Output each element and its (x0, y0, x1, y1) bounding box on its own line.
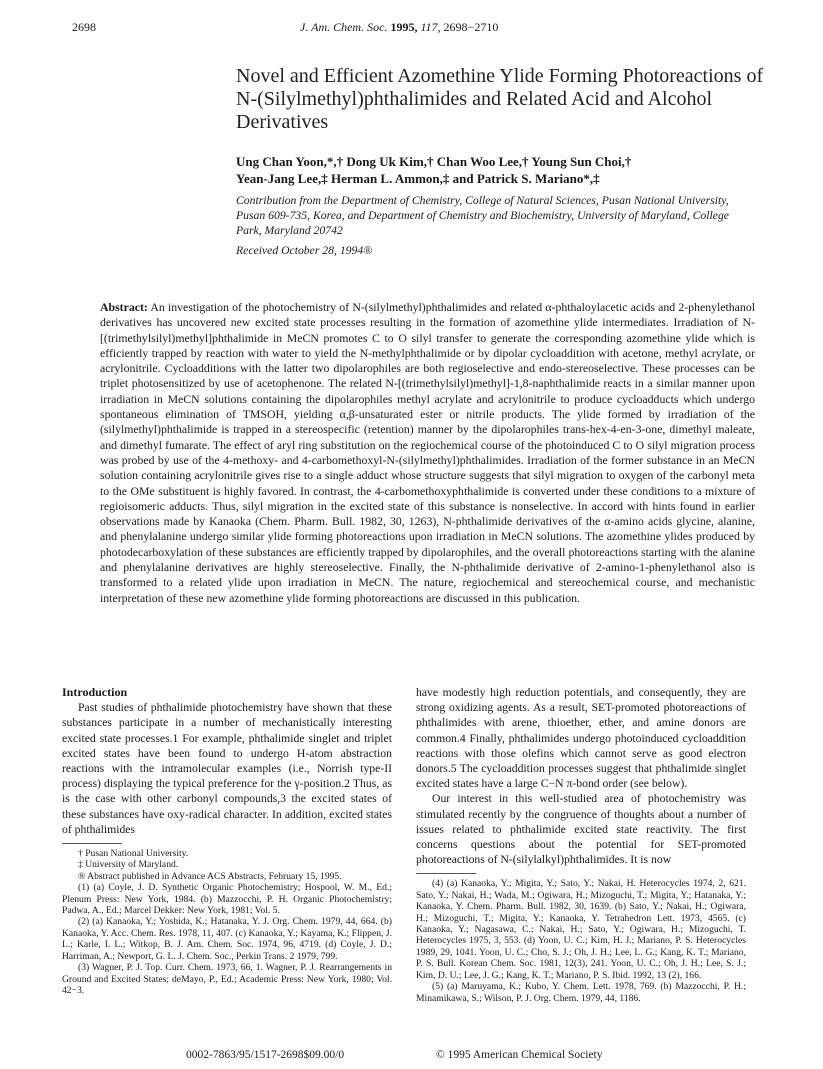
footnote: (2) (a) Kanaoka, Y.; Yoshida, K.; Hatanaka, Y. J. Org. Chem. 1979, 44, 664. (b) Kanaoka, Y. Acc. Chem. Res. 1978, 11, 407. (c) Kanaoka, Y.; Kayama, K.; Flippen, J. L.; Karle, I. L.; Witkop, B. J. Am. Chem. Soc. 1974, 96, 4719. (d) Coyle, J. D.; Harriman, A.; Newport, G. L. J. Chem. Soc., Perkin Trans. 2 1979, 799. (62, 916, 392, 962)
author-list (236, 153, 756, 187)
right-paragraph-2: Our interest in this well-studied area of photochemistry was stimulated recently by the congruence of thoughts about a number of issues related to phthalimide excited state reactivity. The first concerns questions about the potential for SET-promoted photoreactions of N-(silylalkyl)phthalimides. It is now (416, 792, 746, 867)
author-line-2: Yean-Jang Lee,‡ Herman L. Ammon,‡ and Patrick S. Mariano*,‡ (236, 171, 600, 186)
section-heading-introduction: Introduction (62, 685, 128, 699)
footnotes-right (416, 878, 746, 1003)
footnote: (1) (a) Coyle, J. D. Synthetic Organic Photochemistry; Hospool, W. M., Ed.; Plenum Press: New York, 1984. (b) Mazzocchi, P. H. Organic Photochemistry; Padwa, A., Ed.; Marcel Dekker: New York, 1981; Vol. 5. (62, 882, 392, 917)
received-date: Received October 28, 1994® (236, 244, 373, 257)
abstract (100, 300, 755, 606)
journal-year: 1995, (390, 20, 418, 34)
page-number: 2698 (72, 20, 96, 34)
right-paragraph-1: have modestly high reduction potentials, and consequently, they are strong oxidizing agents. As a result, SET-promoted photoreactions of phthalimides with arene, thioether, ether, and amine donors are common.4 Finally, phthalimides undergo photoinduced cycloaddition reactions with those olefins which cannot serve as good electron donors.5 The cycloaddition processes suggest that phthalimide singlet excited states have a large C−N π-bond order (see below). (416, 686, 746, 791)
issn-code: 0002-7863/95/1517-2698$09.00/0 (186, 1049, 345, 1061)
footnote: (4) (a) Kanaoka, Y.; Migita, Y.; Sato, Y.; Nakai, H. Heterocycles 1974, 2, 621. Sato, Y.; Nakai, H.; Wada, M.; Ogiwara, H.; Mizoguchi, T.; Migita, Y.; Hatanaka, Y.; Kanaoka, Y. Chem. Pharm. Bull. 1982, 30, 1639. (b) Sato, Y.; Nakai, H.; Ogiwara, H.; Mizoguchi, T.; Migita, Y.; Kanaoka, Y. Tetrahedron Lett. 1973, 4565. (c) Kanaoka, Y.; Nagasawa, C.; Nakai, H.; Sato, Y.; Ogiwara, H.; Mizoguchi, T. Heterocycles 1975, 3, 553. (d) Yoon, U. C.; Kim, H. J.; Mariano, P. S. Heterocycles 1989, 29, 1041. Yoon, U. C.; Cho, S. J.; Oh, J. H.; Lee, L. G.; Kang, K. T.; Mariano, P. S. Bull. Korean Chem. Soc. 1981, 12(3), 241. Yoon, U. C.; Oh, J. H.; Lee, S. J.; Kim, D. U.; Lee, J. G.; Kang, K. T.; Mariano, P. S. Ibid. 1992, 13 (2), 166. (416, 878, 746, 981)
footnotes-left (62, 848, 392, 996)
footnote: (3) Wagner, P. J. Top. Curr. Chem. 1973, 66, 1. Wagner, P. J. Rearrangements in Ground and Excited States; deMayo, P., Ed.; Academic Press: New York, 1980; Vol. 42−3. (62, 962, 392, 996)
footnote: ® Abstract published in Advance ACS Abstracts, February 15, 1995. (78, 870, 342, 882)
footnote-divider (62, 843, 122, 844)
journal-volume: 117, (420, 20, 441, 34)
left-column (62, 685, 392, 996)
journal-name: J. Am. Chem. Soc. (300, 20, 388, 34)
right-column (416, 685, 746, 1004)
intro-paragraph-1: Past studies of phthalimide photochemistry have shown that these substances participate in a number of mechanistically interesting excited state processes.1 For example, phthalimide singlet and triplet excited states have been found to undergo H-atom abstraction reactions with the intramolecular examples (i.e., Norrish type-II process) displaying the typical preference for the γ-position.2 Thus, as is the case with other carbonyl compounds,3 the excited states of these substances have oxy-radical character. In addition, excited states of phthalimides (62, 701, 392, 836)
abstract-label: Abstract: (100, 300, 148, 314)
copyright-notice: © 1995 American Chemical Society (436, 1049, 603, 1061)
footnote-divider (416, 873, 476, 874)
journal-pages: 2698−2710 (443, 20, 499, 34)
abstract-text: An investigation of the photochemistry of N-(silylmethyl)phthalimides and related α-phthaloylacetic acids and 2-phenylethanol derivatives has uncovered new excited state processes resulting in the formation of azomethine ylide intermediates. Irradiation of N-[(trimethylsilyl)methyl]phthalimide in MeCN promotes C to O silyl transfer to generate the corresponding azomethine ylide which is efficiently trapped by reaction with water to yield the N-methylphthalimide or by dipolar cycloaddition with acetone, methyl acrylate, or acrylonitrile. Cycloadditions with the latter two dipolarophiles are both regioselective and endo-stereoselective. These processes can be triplet photosensitized by use of acetophenone. The related N-[(trimethylsilyl)methyl]-1,8-naphthalimide reacts in a similar manner upon irradiation in MeCN solutions containing the dipolarophiles methyl acrylate and acrylonitrile to produce cycloadducts which undergo spontaneous elimination of TMSOH, yielding α,β-unsaturated ester or nitrile products. The ylide formed by irradiation of the (silylmethyl)phthalimide is trapped in a stereospecific (retention) manner by the dipolarophiles trans-hex-4-en-3-one, dimethyl maleate, and dimethyl fumarate. The effect of aryl ring substitution on the regiochemical course of the photoinduced C to O silyl migration process was probed by use of the 4-methoxy- and 4-carbomethoxyl-N-(silylmethyl)phthalimides. Irradiation of the former substance in an MeCN solution containing acrylonitrile gives rise to a single adduct whose structure suggests that silyl migration to oxygen of the carbonyl meta to the OMe substituent is highly favored. In contrast, the 4-carbomethoxyphthalimide is converted under these conditions to a mixture of regioisomeric adducts. Thus, silyl migration in the excited state of this substance is nonselective. In accord with hints found in earlier observations made by Kanaoka (Chem. Pharm. Bull. 1982, 30, 1263), N-phthalimide derivatives of the α-amino acids glycine, alanine, and phenylalanine undergo similar ylide forming photoreactions upon irradiation in MeCN solutions. The azomethine ylides produced by photodecarboxylation of these substances are efficiently trapped by dipolarophiles, and the overall photoreactions starting with the alanine and phenylalanine derivatives are highly stereoselective. Finally, the N-phthalimide derivative of 2-amino-1-phenylethanol also is transformed to a related ylide upon irradiation in MeCN. The nature, regiochemical and stereochemical course, and mechanistic interpretation of these new azomethine ylide forming photoreactions are discussed in this publication. (100, 300, 755, 605)
affiliation: Contribution from the Department of Chemistry, College of Natural Sciences, Pusan National University, Pusan 609-735, Korea, and Department of Chemistry and Biochemistry, University of Maryland, College Park, Maryland 20742 (236, 194, 729, 237)
journal-citation (300, 20, 498, 35)
footnote: ‡ University of Maryland. (78, 859, 179, 871)
author-line-1: Ung Chan Yoon,*,† Dong Uk Kim,† Chan Woo Lee,† Young Sun Choi,† (236, 154, 632, 169)
footnote: (5) (a) Maruyama, K.; Kubo, Y. Chem. Lett. 1978, 769. (b) Mazzocchi, P. H.; Minamikawa, S.; Wilson, P. J. Org. Chem. 1979, 44, 1186. (416, 981, 746, 1004)
footnote: † Pusan National University. (78, 848, 189, 860)
article-title: Novel and Efficient Azomethine Ylide Forming Photoreactions of N-(Silylmethyl)phthalimides and Related Acid and Alcohol Derivatives (236, 65, 764, 133)
